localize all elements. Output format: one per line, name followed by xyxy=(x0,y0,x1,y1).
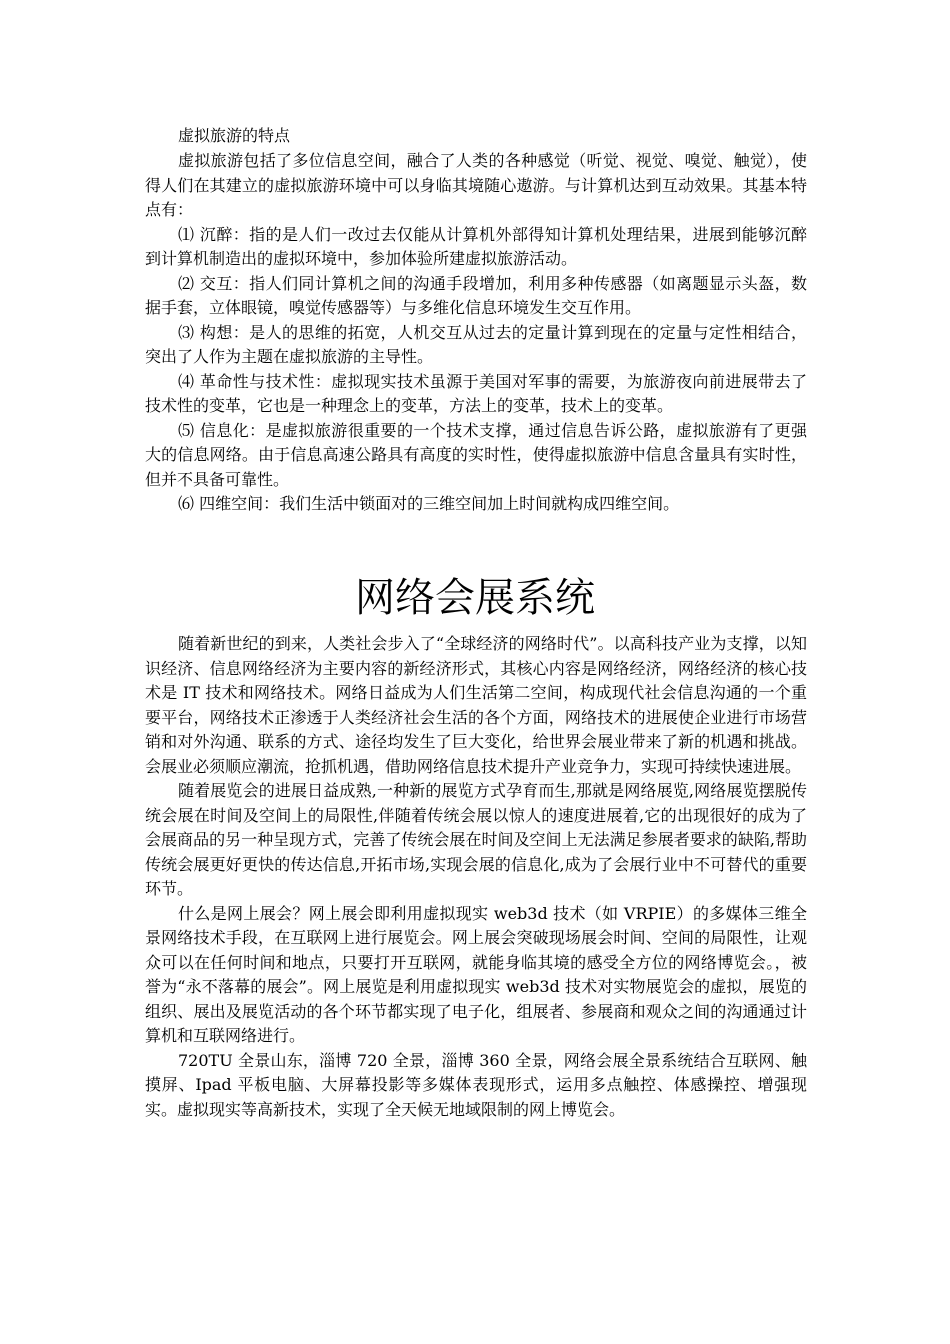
body-paragraph: 随着展览会的进展日益成熟,一种新的展览方式孕育而生,那就是网络展览,网络展览摆脱传统会展在时间及空间上的局限性,伴随着传统会展以惊人的速度进展着,它的出现很好的成为了会展商品的另一种呈现方式，完善了传统会展在时间及空间上无法满足参展者要求的缺陷,帮助传统会展更好更快的传达信息,开拓市场,实现会展的信息化,成为了会展行业中不可替代的重要环节。 xyxy=(145,781,807,898)
body-paragraph: 什么是网上展会？网上展会即利用虚拟现实 web3d 技术（如 VRPIE）的多媒体三维全景网络技术手段，在互联网上进行展览会。网上展会突破现场展会时间、空间的局限性，让观众可以在任何时间和地点，只要打开互联网，就能身临其境的感受全方位的网络博览会。，被誉为“永不落幕的展会”。网上展览是利用虚拟现实 web3d 技术对实物展览会的虚拟，展览的组织、展出及展览活动的各个环节都实现了电子化，组展者、参展商和观众之间的沟通通过计算机和互联网络进行。 xyxy=(145,903,807,1045)
feature-item: ⑹ 四维空间：我们生活中锁面对的三维空间加上时间就构成四维空间。 xyxy=(178,494,680,513)
body-paragraph: 随着新世纪的到来，人类社会步入了“全球经济的网络时代”。以高科技产业为支撑，以知识经济、信息网络经济为主要内容的新经济形式，其核心内容是网络经济，网络经济的核心技术是 IT 技术和网络技术。网络日益成为人们生活第二空间，构成现代社会信息沟通的一个重要平台，网络技术正渗透于人类经济社会生活的各个方面，网络技术的进展使企业进行市场营销和对外沟通、联系的方式、途径均发生了巨大变化，给世界会展业带来了新的机遇和挑战。会展业必须顺应潮流，抢抓机遇，借助网络信息技术提升产业竞争力，实现可持续快速进展。 xyxy=(145,634,807,776)
section-title: 虚拟旅游的特点 xyxy=(178,126,291,145)
main-heading: 网络会展系统 xyxy=(355,575,595,621)
section1-body xyxy=(145,149,807,517)
feature-item: ⑴ 沉醉：指的是人们一改过去仅能从计算机外部得知计算机处理结果，进展到能够沉醉到计算机制造出的虚拟环境中，参加体验所建虚拟旅游活动。 xyxy=(145,224,807,268)
intro-paragraph: 虚拟旅游包括了多位信息空间，融合了人类的各种感觉（听觉、视觉、嗅觉、触觉），使得人们在其建立的虚拟旅游环境中可以身临其境随心遨游。与计算机达到互动效果。其基本特点有： xyxy=(145,151,807,219)
body-paragraph: 720TU 全景山东，淄博 720 全景，淄博 360 全景，网络会展全景系统结合互联网、触摸屏、Ipad 平板电脑、大屏幕投影等多媒体表现形式，运用多点触控、体感操控、增强现实。虚拟现实等高新技术，实现了全天候无地域限制的网上博览会。 xyxy=(145,1050,807,1119)
feature-item: ⑷ 革命性与技术性：虚拟现实技术虽源于美国对军事的需要，为旅游夜向前进展带去了技术性的变革，它也是一种理念上的变革，方法上的变革，技术上的变革。 xyxy=(145,371,807,415)
feature-item: ⑶ 构想：是人的思维的拓宽，人机交互从过去的定量计算到现在的定量与定性相结合，突出了人作为主题在虚拟旅游的主导性。 xyxy=(145,322,807,366)
section2-body xyxy=(145,632,807,1122)
feature-item: ⑸ 信息化：是虚拟旅游很重要的一个技术支撑，通过信息告诉公路，虚拟旅游有了更强大的信息网络。由于信息高速公路具有高度的实时性，使得虚拟旅游中信息含量具有实时性，但并不具备可靠性。 xyxy=(145,420,807,489)
feature-item: ⑵ 交互：指人们同计算机之间的沟通手段增加，利用多种传感器（如离题显示头盔，数据手套，立体眼镜，嗅觉传感器等）与多维化信息环境发生交互作用。 xyxy=(145,273,807,317)
